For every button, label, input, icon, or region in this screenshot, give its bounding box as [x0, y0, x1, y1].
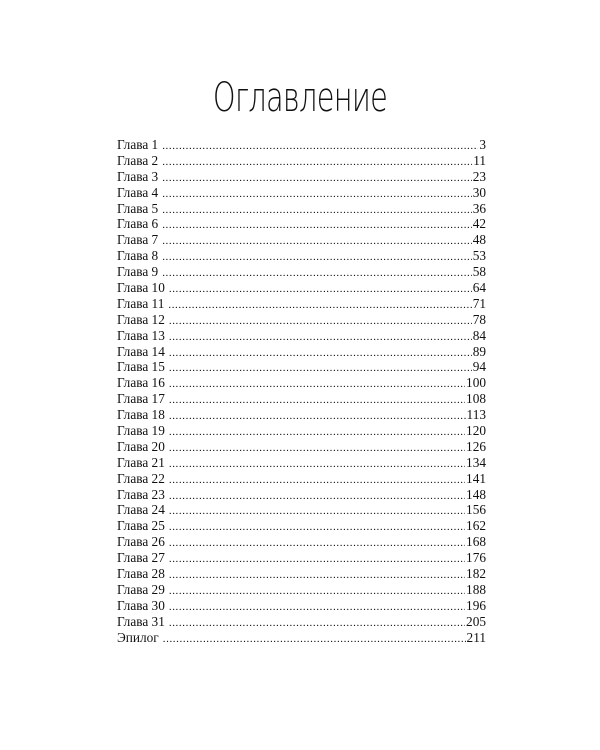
toc-entry-label: Глава 2 — [117, 152, 159, 168]
toc-dot-leader — [169, 616, 465, 632]
toc-entry — [117, 375, 486, 391]
toc-entry-label: Глава 6 — [117, 216, 159, 232]
toc-dot-leader — [162, 187, 472, 203]
toc-entry — [117, 614, 486, 630]
toc-entry — [117, 137, 486, 153]
toc-entry-label: Глава 24 — [117, 502, 165, 518]
toc-dot-leader — [162, 171, 472, 187]
toc-entry-page-number: 188 — [466, 581, 486, 597]
toc-dot-leader — [169, 504, 465, 520]
toc-dot-leader — [169, 520, 465, 536]
toc-dot-leader — [162, 266, 472, 282]
toc-entry-label: Глава 9 — [117, 264, 159, 280]
toc-entry-page-number: 141 — [466, 470, 486, 486]
toc-entry-page-number: 162 — [466, 518, 486, 534]
toc-entry-page-number: 156 — [466, 502, 486, 518]
toc-entry-page-number: 120 — [466, 423, 486, 439]
toc-entry — [117, 518, 486, 534]
toc-entry — [117, 359, 486, 375]
toc-entry-page-number: 30 — [472, 184, 486, 200]
toc-entry — [117, 502, 486, 518]
toc-entry-page-number: 148 — [466, 486, 486, 502]
toc-entry-page-number: 196 — [466, 597, 486, 613]
toc-entry — [117, 344, 486, 360]
toc-dot-leader — [163, 632, 466, 648]
toc-entry — [117, 471, 486, 487]
toc-entry-label: Глава 4 — [117, 184, 159, 200]
toc-entry-label: Глава 26 — [117, 534, 165, 550]
toc-entry-page-number: 205 — [466, 613, 486, 629]
toc-dot-leader — [169, 409, 466, 425]
toc-dot-leader — [169, 377, 465, 393]
toc-entry-page-number: 36 — [472, 200, 486, 216]
toc-entry-page-number: 108 — [466, 391, 486, 407]
toc-dot-leader — [169, 282, 472, 298]
toc-entry — [117, 423, 486, 439]
toc-entry-label: Глава 27 — [117, 550, 165, 566]
toc-dot-leader — [162, 139, 478, 155]
toc-dot-leader — [162, 203, 472, 219]
toc-entry-page-number: 11 — [473, 152, 486, 168]
toc-entry — [117, 232, 486, 248]
toc-entry — [117, 391, 486, 407]
toc-entry-label: Глава 31 — [117, 613, 165, 629]
toc-entry — [117, 630, 486, 646]
toc-entry-page-number: 100 — [466, 375, 486, 391]
toc-entry-page-number: 58 — [472, 264, 486, 280]
toc-entry — [117, 582, 486, 598]
toc-dot-leader — [162, 218, 472, 234]
toc-entry-label: Глава 11 — [117, 295, 165, 311]
toc-entry — [117, 280, 486, 296]
table-of-contents — [117, 137, 486, 646]
toc-entry — [117, 455, 486, 471]
toc-entry-label: Глава 25 — [117, 518, 165, 534]
toc-entry-label: Глава 13 — [117, 327, 165, 343]
toc-dot-leader — [168, 298, 471, 314]
toc-entry-label: Глава 16 — [117, 375, 165, 391]
toc-dot-leader — [169, 536, 465, 552]
toc-entry-label: Глава 29 — [117, 581, 165, 597]
toc-entry-label: Глава 5 — [117, 200, 159, 216]
toc-entry-page-number: 89 — [472, 343, 486, 359]
toc-entry-page-number: 211 — [466, 629, 486, 645]
toc-entry — [117, 487, 486, 503]
toc-entry-label: Глава 21 — [117, 454, 165, 470]
toc-entry — [117, 550, 486, 566]
toc-dot-leader — [169, 425, 465, 441]
toc-dot-leader — [169, 393, 465, 409]
toc-dot-leader — [169, 473, 465, 489]
toc-dot-leader — [169, 361, 472, 377]
toc-entry-page-number: 113 — [466, 407, 486, 423]
toc-entry — [117, 407, 486, 423]
toc-dot-leader — [169, 489, 465, 505]
toc-entry-page-number: 64 — [472, 280, 486, 296]
toc-entry — [117, 296, 486, 312]
toc-entry-page-number: 84 — [472, 327, 486, 343]
toc-entry-label: Глава 1 — [117, 137, 159, 152]
toc-entry-label: Глава 8 — [117, 248, 159, 264]
toc-entry-page-number: 23 — [472, 168, 486, 184]
page-title: Оглавление — [212, 75, 388, 121]
toc-entry-label: Глава 30 — [117, 597, 165, 613]
toc-entry-page-number: 126 — [466, 438, 486, 454]
toc-entry-page-number: 134 — [466, 454, 486, 470]
toc-dot-leader — [162, 250, 472, 266]
toc-entry-label: Глава 22 — [117, 470, 165, 486]
toc-entry-label: Глава 14 — [117, 343, 165, 359]
toc-dot-leader — [162, 155, 472, 171]
toc-entry — [117, 216, 486, 232]
toc-entry-page-number: 71 — [472, 295, 486, 311]
toc-entry-label: Глава 20 — [117, 438, 165, 454]
toc-entry-label: Глава 19 — [117, 423, 165, 439]
toc-entry — [117, 312, 486, 328]
toc-entry-page-number: 78 — [472, 311, 486, 327]
toc-entry — [117, 185, 486, 201]
toc-entry — [117, 248, 486, 264]
toc-entry-page-number: 182 — [466, 566, 486, 582]
toc-dot-leader — [169, 457, 465, 473]
toc-dot-leader — [169, 552, 465, 568]
toc-entry-label: Глава 15 — [117, 359, 165, 375]
toc-dot-leader — [169, 584, 465, 600]
toc-entry-page-number: 3 — [479, 137, 486, 152]
toc-entry-label: Глава 12 — [117, 311, 165, 327]
toc-entry-label: Глава 23 — [117, 486, 165, 502]
toc-entry-page-number: 53 — [472, 248, 486, 264]
toc-entry-label: Глава 18 — [117, 407, 165, 423]
toc-entry-label: Глава 10 — [117, 280, 165, 296]
toc-entry-page-number: 168 — [466, 534, 486, 550]
toc-entry-page-number: 94 — [472, 359, 486, 375]
toc-entry-label: Глава 3 — [117, 168, 159, 184]
toc-entry-label: Глава 28 — [117, 566, 165, 582]
toc-entry-label: Глава 17 — [117, 391, 165, 407]
toc-entry — [117, 534, 486, 550]
toc-entry — [117, 153, 486, 169]
toc-dot-leader — [162, 234, 472, 250]
toc-entry — [117, 439, 486, 455]
toc-dot-leader — [169, 314, 472, 330]
toc-dot-leader — [169, 600, 465, 616]
toc-dot-leader — [169, 568, 465, 584]
toc-dot-leader — [169, 441, 465, 457]
toc-entry-page-number: 42 — [472, 216, 486, 232]
toc-entry-label: Эпилог — [117, 629, 159, 645]
toc-entry — [117, 264, 486, 280]
toc-entry — [117, 566, 486, 582]
toc-entry-page-number: 48 — [472, 232, 486, 248]
toc-entry — [117, 169, 486, 185]
toc-entry-label: Глава 7 — [117, 232, 159, 248]
toc-dot-leader — [169, 330, 472, 346]
toc-entry — [117, 201, 486, 217]
toc-entry — [117, 328, 486, 344]
toc-dot-leader — [169, 346, 472, 362]
toc-entry — [117, 598, 486, 614]
toc-entry-page-number: 176 — [466, 550, 486, 566]
